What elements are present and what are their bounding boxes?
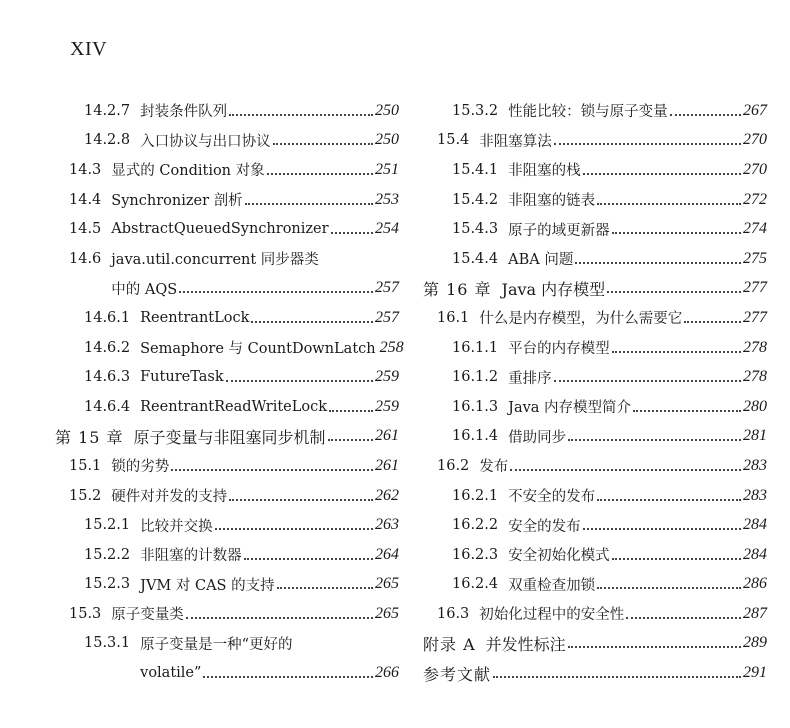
toc-entry [423, 422, 767, 452]
toc-page-number: 254 [375, 220, 399, 238]
toc-entry [55, 570, 399, 600]
toc-entry [55, 540, 399, 570]
toc-entry-title: 非阻塞的链表 [508, 193, 596, 210]
toc-entry-title: 原子的域更新器 [508, 222, 610, 239]
toc-entry-title: 借助同步 [508, 429, 567, 446]
toc-entry-title: Synchronizer 剖析 [111, 193, 243, 210]
toc-page-number: 264 [375, 545, 399, 563]
toc-entry-title: 非阻塞算法 [479, 133, 552, 150]
toc-entry-number: 第 15 章 [55, 427, 124, 447]
toc-right-column [423, 96, 767, 688]
toc-leader-dots [229, 499, 373, 501]
toc-entry-number: 16.1.1 [452, 339, 499, 356]
toc-leader-dots [612, 232, 741, 234]
toc-page-number: 274 [743, 220, 767, 238]
toc-entry-title: 发布 [479, 459, 509, 476]
toc-entry-title: 并发性标注 [485, 634, 566, 654]
toc-entry-number: 15.1 [69, 457, 102, 474]
toc-leader-dots [329, 410, 373, 412]
toc-leader-dots [229, 114, 373, 116]
toc-entry-title: 原子变量与非阻塞同步机制 [133, 427, 326, 447]
toc-leader-dots [273, 143, 373, 145]
toc-entry [423, 244, 767, 274]
toc-leader-dots [277, 587, 373, 589]
toc-chapter-entry [423, 274, 767, 304]
toc-page-number: 283 [743, 456, 767, 474]
toc-page-number: 284 [743, 545, 767, 563]
toc-page-number: 266 [375, 664, 399, 682]
toc-entry-number: 15.3.1 [84, 635, 131, 652]
toc-leader-dots [244, 558, 373, 560]
toc-entry [55, 629, 399, 659]
toc-entry-title: AbstractQueuedSynchronizer [111, 221, 329, 238]
toc-entry-title: java.util.concurrent 同步器类 [111, 252, 319, 269]
toc-entry [423, 362, 767, 392]
toc-chapter-entry [423, 629, 767, 659]
toc-leader-dots [583, 528, 741, 530]
toc-entry-title: volatile” [140, 665, 202, 682]
toc-entry [423, 570, 767, 600]
toc-entry-title: 不安全的发布 [508, 489, 596, 506]
toc-entry [423, 392, 767, 422]
toc-leader-dots [251, 321, 373, 323]
toc-page-number: 281 [743, 427, 767, 445]
toc-entry-title: 安全的发布 [508, 518, 581, 535]
toc-leader-dots [583, 173, 741, 175]
toc-page-number: 278 [743, 368, 767, 386]
toc-entry-number: 14.3 [69, 161, 102, 178]
toc-page-number: 258 [379, 338, 404, 356]
toc-page-number: 286 [743, 575, 767, 593]
toc-leader-dots [328, 439, 373, 441]
toc-entry [55, 274, 399, 304]
toc-entry-number: 第 16 章 [423, 279, 492, 299]
toc-entry [55, 599, 399, 629]
toc-entry-number: 15.2 [69, 487, 102, 504]
toc-entry-number: 14.6.4 [84, 398, 131, 415]
toc-page-number: 275 [743, 249, 767, 267]
toc-leader-dots [597, 587, 741, 589]
toc-page-number: 253 [375, 190, 399, 208]
toc-leader-dots [331, 232, 373, 234]
toc-entry-number: 附录 A [423, 634, 476, 654]
toc-entry [55, 362, 399, 392]
toc-entry [423, 96, 767, 126]
toc-entry [55, 392, 399, 422]
toc-page-number: 259 [375, 368, 399, 386]
toc-entry [423, 303, 767, 333]
toc-entry [55, 658, 399, 688]
toc-page-number: 277 [743, 308, 767, 326]
toc-page-number: 259 [375, 397, 399, 415]
toc-page-number: 283 [743, 486, 767, 504]
toc-entry-title: 封装条件队列 [140, 104, 228, 121]
toc-entry [423, 481, 767, 511]
toc-entry-title: 双重检查加锁 [508, 577, 596, 594]
toc-page-number: 291 [743, 664, 767, 682]
toc-entry [423, 185, 767, 215]
toc-entry [423, 126, 767, 156]
toc-entry-number: 15.3.2 [452, 102, 499, 119]
toc-entry [55, 185, 399, 215]
toc-entry-number: 14.6 [69, 250, 102, 267]
toc-entry-title: Semaphore 与 CountDownLatch [140, 341, 376, 358]
toc-entry-number: 16.3 [437, 605, 470, 622]
toc-entry-title: Java 内存模型简介 [508, 400, 632, 417]
toc-leader-dots [203, 676, 373, 678]
toc-entry-number: 15.4.1 [452, 161, 499, 178]
toc-entry-title: 初始化过程中的安全性 [479, 607, 625, 624]
toc-entry [55, 510, 399, 540]
toc-entry-title: ABA 问题 [508, 252, 574, 269]
toc-leader-dots [179, 291, 373, 293]
toc-page-number: 265 [375, 604, 399, 622]
toc-entry-title: 非阻塞的计数器 [140, 548, 242, 565]
toc-entry-number: 16.2.1 [452, 487, 499, 504]
toc-entry [423, 540, 767, 570]
toc-page-number: 250 [375, 131, 399, 149]
toc-page-number: 287 [743, 604, 767, 622]
toc-page-number: 278 [743, 338, 767, 356]
toc-page-number: 284 [743, 516, 767, 534]
toc-page-number: 261 [375, 427, 399, 445]
toc-entry-title: 原子变量是一种“更好的 [140, 636, 293, 653]
toc-entry-title: 平台的内存模型 [508, 341, 610, 358]
toc-page-number: 257 [375, 308, 399, 326]
toc-entry-number: 15.4.3 [452, 221, 499, 238]
toc-entry-number: 14.2.8 [84, 132, 131, 149]
toc-entry-title: 中的 AQS [111, 281, 178, 298]
toc-leader-dots [493, 676, 741, 678]
toc-leader-dots [215, 528, 373, 530]
toc-entry-title: 什么是内存模型，为什么需要它 [479, 311, 683, 328]
toc-entry-number: 15.2.3 [84, 576, 131, 593]
toc-leader-dots [670, 114, 741, 116]
toc-entry [55, 333, 404, 363]
toc-entry [423, 599, 767, 629]
toc-page-number: 263 [375, 516, 399, 534]
toc-entry-title: ReentrantReadWriteLock [140, 398, 328, 415]
toc-leader-dots [612, 351, 741, 353]
toc-leader-dots [626, 617, 741, 619]
toc-page-number: 277 [743, 279, 767, 297]
toc-entry [423, 214, 767, 244]
toc-entry [55, 303, 399, 333]
toc-entry-number: 15.4.2 [452, 191, 499, 208]
toc-page-number: 270 [743, 160, 767, 178]
toc-entry-number: 16.1.4 [452, 428, 499, 445]
toc-entry-title: 显式的 Condition 对象 [111, 163, 265, 180]
toc-chapter-entry [423, 658, 767, 688]
toc-entry-title: 原子变量类 [111, 607, 184, 624]
toc-entry [423, 510, 767, 540]
toc-leader-dots [245, 203, 373, 205]
toc-entry-title: JVM 对 CAS 的支持 [140, 577, 275, 594]
toc-entry-number: 14.6.1 [84, 309, 131, 326]
toc-entry-title: 锁的劣势 [111, 459, 170, 476]
toc-entry-title: 安全初始化模式 [508, 548, 610, 565]
toc-entry [423, 451, 767, 481]
toc-leader-dots [171, 469, 373, 471]
toc-entry [55, 155, 399, 185]
page-number: XIV [70, 38, 108, 60]
toc-entry-number: 14.4 [69, 191, 102, 208]
toc-leader-dots [226, 380, 373, 382]
toc-entry [55, 96, 399, 126]
toc-page-number: 250 [375, 101, 399, 119]
toc-entry-number: 16.1 [437, 309, 470, 326]
toc-entry-number: 16.2.3 [452, 546, 499, 563]
toc-leader-dots [633, 410, 741, 412]
toc-entry-number: 16.2 [437, 457, 470, 474]
toc-entry-number: 15.4 [437, 132, 470, 149]
toc-left-column [55, 96, 404, 688]
toc-entry-number: 14.5 [69, 221, 102, 238]
toc-entry-title: FutureTask [140, 369, 224, 386]
toc-leader-dots [597, 203, 741, 205]
toc-entry-title: 入口协议与出口协议 [140, 133, 271, 150]
toc-page-number: 257 [375, 279, 399, 297]
toc-page-number: 251 [375, 160, 399, 178]
toc-page-number: 289 [743, 634, 767, 652]
toc-chapter-entry [55, 422, 399, 452]
toc-entry-number: 16.1.2 [452, 369, 499, 386]
toc-page-number: 261 [375, 456, 399, 474]
toc-entry [55, 126, 399, 156]
toc-entry [423, 333, 767, 363]
toc-leader-dots [575, 262, 741, 264]
toc-leader-dots [607, 291, 741, 293]
toc-leader-dots [267, 173, 373, 175]
toc-entry-number: 参考文献 [423, 664, 492, 684]
toc-entry-number: 15.4.4 [452, 250, 499, 267]
toc-entry-number: 14.2.7 [84, 102, 131, 119]
toc-leader-dots [597, 499, 741, 501]
toc-entry-title: 比较并交换 [140, 518, 213, 535]
toc-leader-dots [510, 469, 741, 471]
toc-entry-title: 非阻塞的栈 [508, 163, 581, 180]
toc-entry [55, 451, 399, 481]
toc-entry [55, 244, 399, 274]
toc-entry-number: 16.2.4 [452, 576, 499, 593]
toc-entry-title: Java 内存模型 [501, 279, 606, 299]
toc-entry-number: 15.2.2 [84, 546, 131, 563]
toc-entry [55, 214, 399, 244]
toc-entry-number: 16.1.3 [452, 398, 499, 415]
toc-page-number: 270 [743, 131, 767, 149]
toc-entry [423, 155, 767, 185]
toc-page-number: 272 [743, 190, 767, 208]
toc-entry-number: 14.6.2 [84, 339, 131, 356]
toc-leader-dots [186, 617, 373, 619]
toc-entry-title: ReentrantLock [140, 309, 250, 326]
toc-leader-dots [568, 439, 741, 441]
toc-entry-number: 14.6.3 [84, 369, 131, 386]
toc-leader-dots [568, 646, 741, 648]
toc-entry-title: 性能比较：锁与原子变量 [508, 104, 668, 121]
toc-entry-number: 15.3 [69, 605, 102, 622]
toc-leader-dots [612, 558, 741, 560]
toc-page-number: 262 [375, 486, 399, 504]
toc-entry-number: 16.2.2 [452, 517, 499, 534]
toc-page-number: 265 [375, 575, 399, 593]
toc-entry-title: 硬件对并发的支持 [111, 489, 228, 506]
toc-entry-number: 15.2.1 [84, 517, 131, 534]
toc-page-number: 280 [743, 397, 767, 415]
toc-page-number: 267 [743, 101, 767, 119]
toc-entry-title: 重排序 [508, 370, 552, 387]
toc-entry [55, 481, 399, 511]
toc-leader-dots [684, 321, 741, 323]
toc-leader-dots [554, 380, 741, 382]
toc-leader-dots [554, 143, 741, 145]
